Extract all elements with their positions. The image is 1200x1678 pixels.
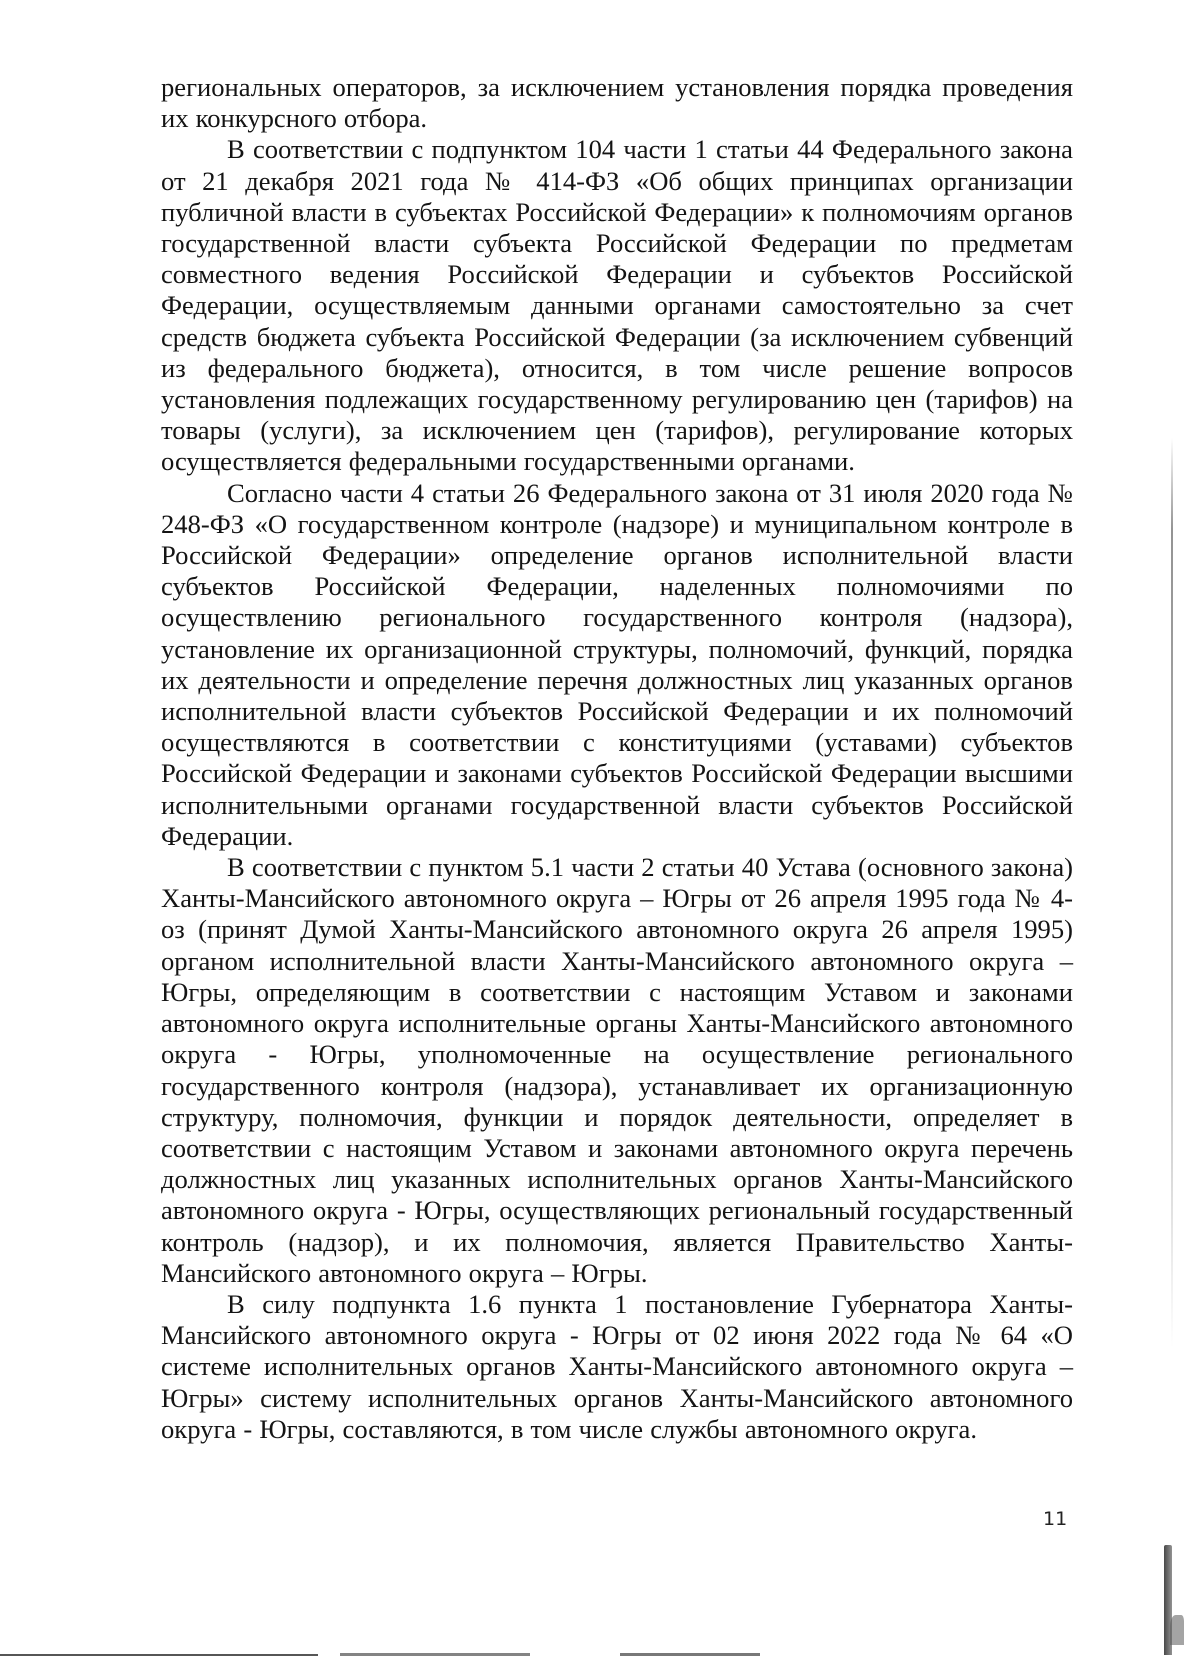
paragraph-continuation: региональных операторов, за исключением установления порядка проведения их конкурсного отбора. — [161, 72, 1073, 134]
document-page — [161, 72, 1073, 1445]
scan-bottom-edge-line — [0, 1654, 318, 1656]
paragraph-charter-article-40: В соответствии с пунктом 5.1 части 2 статьи 40 Устава (основного закона) Ханты-Мансийского автономного округа – Югры от 26 апреля 1995 года № 4-оз (принят Думой Ханты-Мансийского автономного округа 26 апреля 1995) органом исполнительной власти Ханты-Мансийского автономного округа – Югры, определяющим в соответствии с настоящим Уставом и законами автономного округа исполнительные органы Ханты-Мансийского автономного округа - Югры, уполномоченные на осуществление регионального государственного контроля (надзора), устанавливает их организационную структуру, полномочия, функции и порядок деятельности, определяет в соответствии с настоящим Уставом и законами автономного округа перечень должностных лиц указанных исполнительных органов Ханты-Мансийского автономного округа - Югры, осуществляющих региональный государственный контроль (надзор), и их полномочия, является Правительство Ханты-Мансийского автономного округа – Югры. — [161, 852, 1073, 1288]
paragraph-governor-resolution-64: В силу подпункта 1.6 пункта 1 постановление Губернатора Ханты-Мансийского автономного округа - Югры от 02 июня 2022 года № 64 «О системе исполнительных органов Ханты-Мансийского автономного округа – Югры» систему исполнительных органов Ханты-Мансийского автономного округа - Югры, составляются, в том числе службы автономного округа. — [161, 1288, 1073, 1444]
page-number: 11 — [1043, 1508, 1068, 1530]
paragraph-federal-law-414: В соответствии с подпунктом 104 части 1 статьи 44 Федерального закона от 21 декабря 2021 года № 414-ФЗ «Об общих принципах организации публичной власти в субъектах Российской Федерации» к полномочиям органов государственной власти субъекта Российской Федерации по предметам совместного ведения Российской Федерации и субъектов Российской Федерации, осуществляемым данными органами самостоятельно за счет средств бюджета субъекта Российской Федерации (за исключением субвенций из федерального бюджета), относится, в том числе решение вопросов установления подлежащих государственному регулированию цен (тарифов) на товары (услуги), за исключением цен (тарифов), регулирование которых осуществляется федеральными государственными органами. — [161, 134, 1073, 477]
scan-bottom-edge-line — [340, 1653, 530, 1656]
scan-bottom-edge-line — [620, 1653, 760, 1656]
scan-edge-shadow — [1171, 438, 1173, 1348]
paragraph-federal-law-248: Согласно части 4 статьи 26 Федерального закона от 31 июля 2020 года № 248-ФЗ «О государственном контроле (надзоре) и муниципальном контроле в Российской Федерации» определение органов исполнительной власти субъектов Российской Федерации, наделенных полномочиями по осуществлению регионального государственного контроля (надзора), установление их организационной структуры, полномочий, функций, порядка их деятельности и определение перечня должностных лиц указанных органов исполнительной власти субъектов Российской Федерации и их полномочий осуществляются в соответствии с конституциями (уставами) субъектов Российской Федерации и законами субъектов Российской Федерации высшими исполнительными органами государственной власти субъектов Российской Федерации. — [161, 477, 1073, 851]
scan-corner-shadow — [1164, 1545, 1172, 1655]
